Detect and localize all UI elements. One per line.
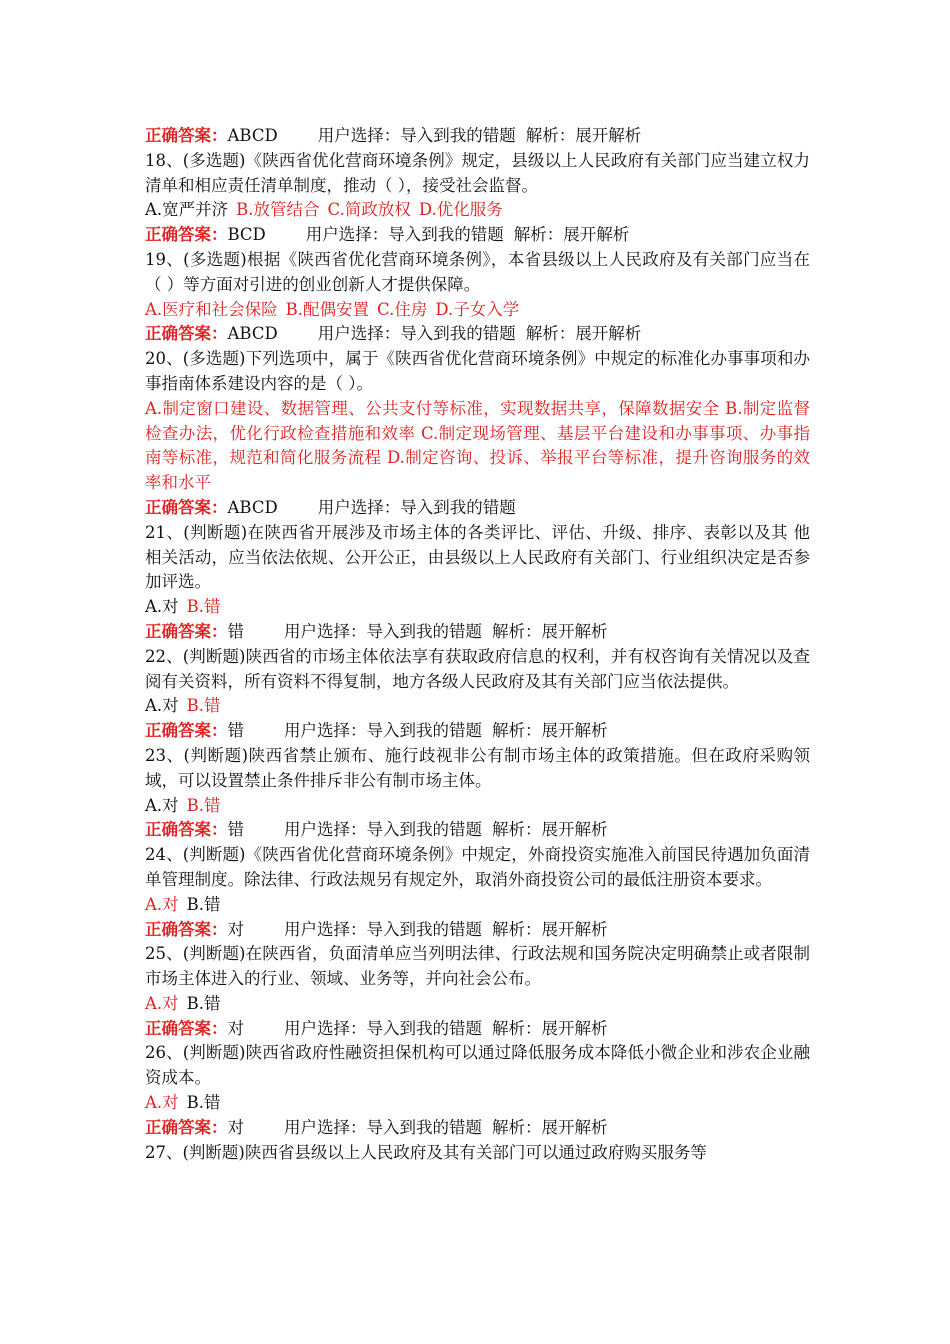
answer-label: 正确答案： (145, 225, 228, 245)
user-choice-link[interactable]: 用户选择：导入到我的错题 (305, 225, 504, 245)
answer-label: 正确答案： (145, 324, 228, 344)
option: A.对 (145, 1093, 179, 1113)
answer-row (145, 124, 810, 149)
user-choice-link[interactable]: 用户选择：导入到我的错题 (284, 1117, 482, 1137)
option: B.错 (186, 795, 221, 815)
expand-analysis-link[interactable]: 解析：展开解析 (525, 126, 642, 145)
answer-value: 错 (227, 820, 244, 840)
answer-label: 正确答案： (145, 1117, 228, 1137)
answer-label: 正确答案： (145, 126, 228, 145)
user-choice-link[interactable]: 用户选择：导入到我的错题 (317, 324, 516, 344)
option: B.错 (186, 993, 221, 1013)
option: D.子女入学 (435, 299, 520, 319)
answer-value: ABCD (227, 126, 278, 145)
exam-document (145, 124, 810, 1165)
answer-value: ABCD (227, 497, 278, 517)
answer-value: BCD (227, 225, 266, 245)
answer-row (145, 1017, 810, 1042)
expand-analysis-link[interactable]: 解析：展开解析 (492, 919, 608, 939)
answer-row (145, 322, 810, 347)
option: A.宽严并济 (145, 200, 229, 220)
question-text: 26、(判断题)陕西省政府性融资担保机构可以通过降低服务成本降低小微企业和涉农企业融资成本。 (145, 1043, 810, 1088)
options-row (145, 992, 810, 1017)
answer-value: 对 (227, 919, 244, 939)
options-row (145, 1091, 810, 1116)
option: B.配偶安置 (285, 299, 370, 319)
answer-label: 正确答案： (145, 820, 228, 840)
option: C.简政放权 (327, 200, 411, 220)
option: A.对 (145, 894, 179, 914)
answer-row (145, 818, 810, 843)
question-text: 24、(判断题)《陕西省优化营商环境条例》中规定，外商投资实施准入前国民待遇加负面清单管理制度。除法律、行政法规另有规定外，取消外商投资公司的最低注册资本要求。 (145, 845, 810, 889)
option: A.对 (145, 795, 179, 815)
user-choice-link[interactable]: 用户选择：导入到我的错题 (284, 919, 482, 939)
options-row (145, 794, 810, 819)
option: B.错 (186, 894, 221, 914)
answer-row (145, 620, 810, 645)
question-text: 25、(判断题)在陕西省，负面清单应当列明法律、行政法规和国务院决定明确禁止或者限制市场主体进入的行业、领域、业务等，并向社会公布。 (145, 944, 810, 989)
question-text: 23、(判断题)陕西省禁止颁布、施行歧视非公有制市场主体的政策措施。但在政府采购领域，可以设置禁止条件排斥非公有制市场主体。 (145, 745, 810, 790)
options-row (145, 694, 810, 719)
options-row (145, 298, 810, 323)
option: B.错 (186, 696, 221, 716)
user-choice-link[interactable]: 用户选择：导入到我的错题 (284, 820, 482, 840)
expand-analysis-link[interactable]: 解析：展开解析 (513, 225, 630, 245)
option: D.优化服务 (418, 200, 503, 220)
answer-label: 正确答案： (145, 1018, 228, 1038)
user-choice-link[interactable]: 用户选择：导入到我的错题 (284, 721, 482, 741)
answer-value: 错 (227, 721, 244, 741)
answer-value: ABCD (227, 324, 278, 344)
answer-row (145, 496, 810, 521)
answer-row (145, 223, 810, 248)
answer-row (145, 719, 810, 744)
options-block: A.制定窗口建设、数据管理、公共支付等标准，实现数据共享，保障数据安全 B.制定监督检查办法，优化行政检查措施和效率 C.制定现场管理、基层平台建设和办事事项、办事指南等标准，规范和简化服务流程 D.制定咨询、投诉、举报平台等标准，提升咨询服务的效率和水平 (145, 398, 810, 493)
answer-row (145, 918, 810, 943)
user-choice-link[interactable]: 用户选择：导入到我的错题 (284, 1018, 482, 1038)
question-text: 21、(判断题)在陕西省开展涉及市场主体的各类评比、评估、升级、排序、表彰以及其 他相关活动，应当依法依规、公开公正，由县级以上人民政府有关部门、行业组织决定是否参加评选。 (145, 522, 810, 592)
option: B.错 (186, 1093, 221, 1113)
option: C.住房 (377, 299, 428, 319)
user-choice-link[interactable]: 用户选择：导入到我的错题 (317, 497, 516, 517)
user-choice-link[interactable]: 用户选择：导入到我的错题 (317, 126, 516, 145)
question-text: 27、(判断题)陕西省县级以上人民政府及其有关部门可以通过政府购买服务等 (145, 1142, 707, 1162)
options-row (145, 595, 810, 620)
expand-analysis-link[interactable]: 解析：展开解析 (492, 721, 608, 741)
option: A.医疗和社会保险 (145, 299, 278, 319)
expand-analysis-link[interactable]: 解析：展开解析 (492, 1018, 608, 1038)
answer-value: 对 (227, 1117, 244, 1137)
expand-analysis-link[interactable]: 解析：展开解析 (492, 621, 608, 641)
expand-analysis-link[interactable]: 解析：展开解析 (492, 820, 608, 840)
answer-label: 正确答案： (145, 919, 228, 939)
options-row (145, 198, 810, 223)
answer-value: 对 (227, 1018, 244, 1038)
question-text: 20、(多选题)下列选项中，属于《陕西省优化营商环境条例》中规定的标准化办事事项和办事指南体系建设内容的是（ ）。 (145, 349, 810, 393)
options-row (145, 893, 810, 918)
answer-label: 正确答案： (145, 621, 228, 641)
user-choice-link[interactable]: 用户选择：导入到我的错题 (284, 621, 482, 641)
option: B.放管结合 (236, 200, 320, 220)
option: B.错 (186, 597, 221, 617)
option: A.对 (145, 597, 179, 617)
question-text: 18、(多选题)《陕西省优化营商环境条例》规定，县级以上人民政府有关部门应当建立权力清单和相应责任清单制度，推动（ ），接受社会监督。 (145, 150, 810, 195)
expand-analysis-link[interactable]: 解析：展开解析 (525, 324, 642, 344)
answer-row (145, 1116, 810, 1141)
option: A.对 (145, 696, 179, 716)
answer-value: 错 (227, 621, 244, 641)
question-text: 22、(判断题)陕西省的市场主体依法享有获取政府信息的权利，并有权咨询有关情况以及查阅有关资料，所有资料不得复制，地方各级人民政府及其有关部门应当依法提供。 (145, 646, 810, 691)
answer-label: 正确答案： (145, 497, 228, 517)
expand-analysis-link[interactable]: 解析：展开解析 (492, 1117, 608, 1137)
question-text: 19、(多选题)根据《陕西省优化营商环境条例》，本省县级以上人民政府及有关部门应当在（ ）等方面对引进的创业创新人才提供保障。 (145, 249, 810, 294)
answer-label: 正确答案： (145, 721, 228, 741)
option: A.对 (145, 993, 179, 1013)
